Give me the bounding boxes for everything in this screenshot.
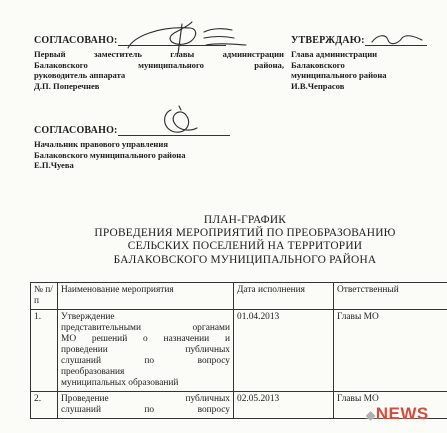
table-header-row: [31, 283, 447, 310]
row-activity: [58, 392, 234, 419]
approval-block-second: [34, 125, 294, 171]
approver-line: Балаковского: [291, 59, 345, 70]
activity-line: слушаний по вопросу: [61, 405, 230, 415]
watermark-text: NEWS: [375, 404, 429, 423]
approver-position: [34, 49, 284, 91]
activity-line: Утверждение: [61, 312, 115, 322]
activity-line: Проведение публичных: [61, 394, 230, 404]
approver-line: руководитель аппарата: [34, 70, 126, 81]
title-line: ПЛАН-ГРАФИК: [203, 214, 287, 226]
activity-line: проведении публичных: [61, 345, 230, 355]
plan-table: [30, 282, 447, 419]
approver-line: Глава администрации: [291, 49, 378, 59]
row-number: 2.: [31, 392, 58, 419]
watermark-mark: ◆: [366, 408, 376, 422]
row-number: 1.: [31, 310, 58, 392]
row-activity: [58, 310, 234, 392]
approve-label: [291, 35, 441, 46]
column-header-number: № п/п: [31, 283, 58, 310]
activity-line: представительными органами: [61, 323, 230, 333]
row-responsible: Главы МО: [334, 310, 447, 392]
signature-line: [118, 45, 226, 46]
approval-label-text: СОГЛАСОВАНО:: [34, 125, 118, 136]
approve-label-text: УТВЕРЖДАЮ:: [291, 35, 365, 46]
column-header-name: Наименование мероприятия: [58, 283, 234, 310]
approver-name: Е.П.Чуева: [34, 160, 74, 171]
activity-line: слушаний по вопросу: [61, 356, 230, 366]
approver-position: [34, 139, 294, 171]
approver-name: И.В.Чепрасов: [291, 80, 345, 91]
activity-line: преобразования: [61, 367, 125, 377]
title-line: СЕЛЬСКИХ ПОСЕЛЕНИЙ НА ТЕРРИТОРИИ: [127, 240, 363, 253]
approval-label: [34, 125, 294, 136]
title-line: ПРОВЕДЕНИЯ МЕРОПРИЯТИЙ ПО ПРЕОБРАЗОВАНИЮ: [94, 227, 396, 240]
column-header-date: Дата исполнения: [234, 283, 334, 310]
row-date: 02.05.2013: [234, 392, 334, 419]
news-watermark-logo: [366, 404, 429, 424]
row-date: 01.04.2013: [234, 310, 334, 392]
row-responsible: Главы МО: [334, 392, 447, 419]
column-header-responsible: Ответственный: [334, 283, 447, 310]
signature-line: [118, 135, 230, 136]
approver-name: Д.П. Поперечнев: [34, 80, 100, 91]
approver-line: Балаковского муниципального района: [34, 149, 186, 160]
activity-line: муниципальных образований: [61, 378, 179, 388]
document-title: [60, 214, 430, 267]
approver-line: муниципального района: [291, 70, 387, 81]
approval-block-first: [34, 35, 284, 91]
approval-label-text: СОГЛАСОВАНО:: [34, 35, 118, 46]
title-line: БАЛАКОВСКОГО МУНИЦИПАЛЬНОГО РАЙОНА: [113, 253, 377, 266]
approver-line: Первый заместитель главы администрации: [34, 49, 284, 59]
approval-label: [34, 35, 284, 46]
activity-line: МО решений о назначении и: [61, 334, 230, 344]
approve-block: [291, 35, 441, 91]
signature-line: [365, 45, 427, 46]
approver-line: Балаковского муниципального района,: [34, 59, 284, 70]
approver-position: [291, 49, 441, 91]
approver-line: Начальник правового управления: [34, 139, 168, 149]
table-row: [31, 310, 447, 392]
